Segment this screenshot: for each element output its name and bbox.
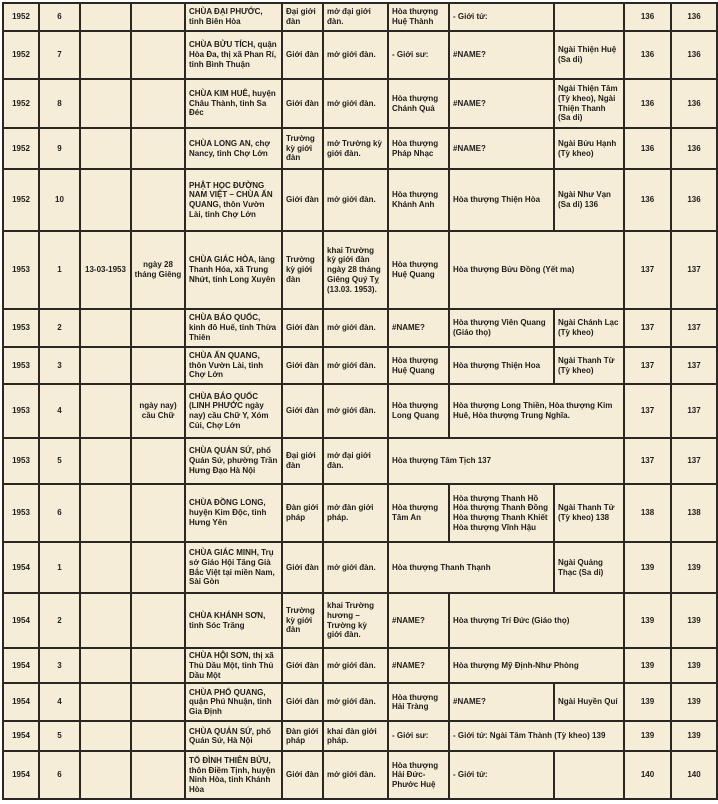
cell-page-ref-1: 139 [624,593,671,648]
cell-sequence: 9 [39,128,80,169]
cell-platform-type: Giới đàn [282,751,323,799]
table-body [3,3,717,799]
cell-person: Hòa thượng Tâm An [388,484,449,542]
cell-person: Hòa thượng Thanh Thạnh [388,542,554,593]
cell-action: mở Trường kỳ giới đàn. [323,128,388,169]
cell-sequence: 7 [39,31,80,79]
cell-lunar-date [131,438,185,484]
cell-person: #NAME? [449,79,554,128]
cell-platform-type: Đại giới đàn [282,3,323,31]
cell-page-ref-1: 137 [624,309,671,347]
cell-page-ref-2: 140 [671,751,717,799]
cell-page-ref-1: 139 [624,721,671,751]
cell-temple: CHÙA LONG AN, chợ Nancy, tỉnh Chợ Lớn [185,128,282,169]
cell-platform-type: Giới đàn [282,79,323,128]
cell-temple: CHÙA KHÁNH SƠN, tỉnh Sóc Trăng [185,593,282,648]
cell-platform-type: Trường kỳ giới đàn [282,128,323,169]
cell-temple: PHẬT HỌC ĐƯỜNG NAM VIỆT – CHÙA ẤN QUANG, thôn Vườn Lài, tỉnh Chợ Lớn [185,169,282,231]
cell-person: Hòa thượng Huệ Thành [388,3,449,31]
cell-platform-type: Đại giới đàn [282,438,323,484]
cell-page-ref-2: 137 [671,347,717,384]
cell-page-ref-1: 139 [624,648,671,683]
cell-action: mở giới đàn. [323,542,388,593]
cell-sequence: 6 [39,484,80,542]
cell-lunar-date [131,347,185,384]
cell-sequence: 6 [39,3,80,31]
cell-year: 1953 [3,347,39,384]
cell-lunar-date [131,79,185,128]
cell-page-ref-1: 137 [624,438,671,484]
cell-temple: CHÙA ẤN QUANG, thôn Vườn Lài, tỉnh Chợ Lớn [185,347,282,384]
cell-lunar-date: ngày 28 tháng Giêng [131,231,185,309]
cell-page-ref-2: 137 [671,384,717,438]
cell-action: mở giới đàn. [323,79,388,128]
cell-temple: CHÙA BỬU TÍCH, quận Hòa Đa, thị xã Phan Rí, tỉnh Bình Thuận [185,31,282,79]
cell-page-ref-2: 137 [671,231,717,309]
cell-page-ref-2: 136 [671,31,717,79]
cell-person: Ngài Thanh Từ (Tỳ kheo) [554,347,624,384]
cell-year: 1953 [3,384,39,438]
cell-person: Hòa thượng Mỹ Định-Như Phòng [449,648,624,683]
cell-temple: CHÙA BÁO QUỐC (LINH PHƯỚC ngày nay) cầu Chữ Y, Xóm Củi, Chợ Lớn [185,384,282,438]
cell-page-ref-2: 139 [671,683,717,721]
cell-person: Ngài Huyền Quí [554,683,624,721]
cell-person: Hòa thượng Pháp Nhạc [388,128,449,169]
cell-sequence: 5 [39,438,80,484]
cell-person: #NAME? [388,309,449,347]
table-row [3,438,717,484]
cell-action: mở giới đàn. [323,384,388,438]
cell-person [554,3,624,31]
cell-sequence: 4 [39,384,80,438]
cell-date [80,542,131,593]
cell-lunar-date [131,484,185,542]
cell-person: Hòa thượng Chánh Quả [388,79,449,128]
table-row [3,648,717,683]
cell-action: mở đại giới đàn. [323,438,388,484]
cell-person: Hòa thượng Long Thiền, Hòa thượng Kim Huê, Hòa thượng Trung Nghĩa. [449,384,624,438]
cell-page-ref-1: 137 [624,231,671,309]
cell-page-ref-2: 139 [671,648,717,683]
table-row [3,384,717,438]
cell-date [80,31,131,79]
cell-page-ref-1: 137 [624,384,671,438]
cell-sequence: 1 [39,231,80,309]
cell-person: Hòa thượng Thiện Hòa [449,169,554,231]
cell-person: Ngài Thiện Huệ (Sa di) [554,31,624,79]
cell-person: Hòa thượng Khánh Anh [388,169,449,231]
cell-person: Ngài Chánh Lạc (Tỳ kheo) [554,309,624,347]
table-row [3,721,717,751]
cell-lunar-date [131,309,185,347]
cell-action: khai Trường hương – Trường kỳ giới đàn. [323,593,388,648]
cell-page-ref-2: 137 [671,438,717,484]
cell-page-ref-1: 136 [624,31,671,79]
cell-platform-type: Đàn giới pháp [282,721,323,751]
cell-year: 1953 [3,438,39,484]
table-row [3,309,717,347]
cell-person: Hòa thượng Huệ Quang [388,347,449,384]
cell-temple: TỔ ĐÌNH THIÊN BỬU, thôn Điềm Tịnh, huyện Ninh Hòa, tỉnh Khánh Hòa [185,751,282,799]
cell-page-ref-1: 136 [624,79,671,128]
cell-year: 1952 [3,31,39,79]
table-row [3,3,717,31]
table-row [3,593,717,648]
cell-person: Ngài Quảng Thạc (Sa di) [554,542,624,593]
cell-person [554,751,624,799]
cell-person: Hòa thượng Viên Quang (Giáo thọ) [449,309,554,347]
cell-page-ref-2: 136 [671,3,717,31]
cell-platform-type: Giới đàn [282,169,323,231]
cell-sequence: 5 [39,721,80,751]
cell-person: Ngài Thanh Tử (Tỳ kheo) 138 [554,484,624,542]
cell-year: 1952 [3,3,39,31]
cell-year: 1954 [3,751,39,799]
cell-platform-type: Trường kỳ giới đàn [282,231,323,309]
cell-page-ref-2: 138 [671,484,717,542]
cell-sequence: 2 [39,593,80,648]
cell-person: - Giới sư: [388,31,449,79]
cell-page-ref-1: 140 [624,751,671,799]
cell-lunar-date [131,128,185,169]
cell-page-ref-1: 139 [624,683,671,721]
cell-temple: CHÙA GIÁC MINH, Trụ sở Giáo Hội Tăng Già Bắc Việt tại miền Nam, Sài Gòn [185,542,282,593]
cell-lunar-date [131,593,185,648]
cell-page-ref-2: 136 [671,169,717,231]
table-row [3,79,717,128]
cell-temple: CHÙA ĐỒNG LONG, huyện Kim Độc, tỉnh Hưng Yên [185,484,282,542]
cell-person: Hòa thượng Bửu Đồng (Yết ma) [449,231,624,309]
cell-lunar-date [131,683,185,721]
cell-date [80,309,131,347]
cell-lunar-date [131,648,185,683]
cell-page-ref-1: 136 [624,169,671,231]
cell-action: mở giới đàn. [323,31,388,79]
cell-temple: CHÙA ĐẠI PHƯỚC, tỉnh Biên Hòa [185,3,282,31]
cell-lunar-date [131,721,185,751]
cell-page-ref-2: 139 [671,593,717,648]
cell-temple: CHÙA QUÁN SỨ, phố Quán Sứ, phường Trần Hưng Đạo Hà Nội [185,438,282,484]
table-row [3,751,717,799]
cell-year: 1953 [3,309,39,347]
cell-person: - Giới sư: [388,721,449,751]
cell-lunar-date: ngày nay) cầu Chữ [131,384,185,438]
cell-date [80,169,131,231]
cell-date [80,721,131,751]
cell-person: Hòa thượng Huệ Quang [388,231,449,309]
cell-person: Hòa thượng Hải Đức- Phước Huệ [388,751,449,799]
cell-page-ref-1: 138 [624,484,671,542]
cell-platform-type: Trường kỳ giới đàn [282,593,323,648]
cell-page-ref-2: 139 [671,542,717,593]
cell-page-ref-1: 136 [624,3,671,31]
cell-date [80,384,131,438]
cell-sequence: 8 [39,79,80,128]
cell-person: Hòa thượng Thiện Hoa [449,347,554,384]
cell-action: mở giới đàn. [323,347,388,384]
cell-platform-type: Giới đàn [282,384,323,438]
cell-person: - Giới tử: Ngài Tâm Thành (Tỳ kheo) 139 [449,721,624,751]
cell-date [80,648,131,683]
cell-page-ref-1: 137 [624,347,671,384]
cell-date [80,128,131,169]
cell-action: mở giới đàn. [323,648,388,683]
cell-year: 1954 [3,721,39,751]
cell-action: khai Trường kỳ giới đàn ngày 28 tháng Giêng Quý Tỵ (13.03. 1953). [323,231,388,309]
cell-person: Hòa thượng Tâm Tịch 137 [388,438,624,484]
cell-year: 1954 [3,542,39,593]
cell-temple: CHÙA KIM HUÊ, huyện Châu Thành, tỉnh Sa Đéc [185,79,282,128]
cell-date [80,484,131,542]
cell-date [80,347,131,384]
cell-person: Hòa thượng Long Quang [388,384,449,438]
cell-sequence: 1 [39,542,80,593]
cell-person: #NAME? [388,593,449,648]
table-row [3,128,717,169]
cell-person: Ngài Thiện Tâm (Tỳ kheo), Ngài Thiện Thanh (Sa di) [554,79,624,128]
table-row [3,169,717,231]
cell-page-ref-1: 139 [624,542,671,593]
cell-platform-type: Giới đàn [282,648,323,683]
cell-person: #NAME? [449,31,554,79]
cell-temple: CHÙA PHỔ QUANG, quận Phú Nhuận, tỉnh Gia Định [185,683,282,721]
cell-platform-type: Đàn giới pháp [282,484,323,542]
cell-lunar-date [131,169,185,231]
cell-temple: CHÙA GIÁC HÒA, làng Thanh Hóa, xã Trung Nhứt, tỉnh Long Xuyên [185,231,282,309]
cell-date [80,79,131,128]
cell-sequence: 2 [39,309,80,347]
cell-temple: CHÙA HỘI SƠN, thị xã Thủ Dầu Một, tỉnh Thủ Dầu Một [185,648,282,683]
cell-action: khai đàn giới pháp. [323,721,388,751]
cell-lunar-date [131,3,185,31]
cell-page-ref-2: 137 [671,309,717,347]
cell-platform-type: Giới đàn [282,31,323,79]
cell-person: - Giới tử: [449,3,554,31]
cell-sequence: 4 [39,683,80,721]
cell-lunar-date [131,542,185,593]
cell-date [80,3,131,31]
cell-person: Ngài Như Vạn (Sa di) 136 [554,169,624,231]
cell-date [80,593,131,648]
cell-person: - Giới tử: [449,751,554,799]
cell-year: 1953 [3,484,39,542]
cell-date [80,751,131,799]
cell-temple: CHÙA BÁO QUỐC, kinh đô Huế, tỉnh Thừa Thiên [185,309,282,347]
cell-year: 1952 [3,79,39,128]
cell-person: #NAME? [449,683,554,721]
cell-action: mở giới đàn. [323,169,388,231]
table-row [3,484,717,542]
cell-action: mở đại giới đàn. [323,3,388,31]
table-row [3,542,717,593]
cell-sequence: 3 [39,648,80,683]
cell-page-ref-2: 136 [671,79,717,128]
cell-platform-type: Giới đàn [282,347,323,384]
cell-temple: CHÙA QUÁN SỨ, phố Quán Sứ, Hà Nội [185,721,282,751]
cell-person: Hòa thượng Trí Đức (Giáo thọ) [449,593,624,648]
cell-sequence: 10 [39,169,80,231]
cell-year: 1952 [3,169,39,231]
cell-year: 1954 [3,648,39,683]
cell-date [80,683,131,721]
table-row [3,683,717,721]
cell-platform-type: Giới đàn [282,683,323,721]
cell-platform-type: Giới đàn [282,309,323,347]
table-row [3,347,717,384]
cell-date: 13-03-1953 [80,231,131,309]
cell-sequence: 6 [39,751,80,799]
cell-date [80,438,131,484]
table-row [3,31,717,79]
cell-person: #NAME? [449,128,554,169]
cell-sequence: 3 [39,347,80,384]
cell-person: Hòa thượng Thanh Hồ Hòa thượng Thanh Đồng Hòa thượng Thanh Khiết Hòa thượng Vĩnh Hậu [449,484,554,542]
cell-person: #NAME? [388,648,449,683]
ordination-record-table [2,2,718,800]
cell-action: mở đàn giới pháp. [323,484,388,542]
cell-person: Hòa thượng Hải Tràng [388,683,449,721]
cell-action: mở giới đàn. [323,683,388,721]
cell-person: Ngài Bửu Hạnh (Tỳ kheo) [554,128,624,169]
cell-year: 1954 [3,593,39,648]
cell-action: mở giới đàn. [323,751,388,799]
cell-platform-type: Giới đàn [282,542,323,593]
cell-page-ref-1: 136 [624,128,671,169]
cell-page-ref-2: 139 [671,721,717,751]
cell-lunar-date [131,751,185,799]
cell-year: 1952 [3,128,39,169]
cell-year: 1954 [3,683,39,721]
table-row [3,231,717,309]
cell-action: mở giới đàn. [323,309,388,347]
cell-year: 1953 [3,231,39,309]
cell-lunar-date [131,31,185,79]
cell-page-ref-2: 136 [671,128,717,169]
